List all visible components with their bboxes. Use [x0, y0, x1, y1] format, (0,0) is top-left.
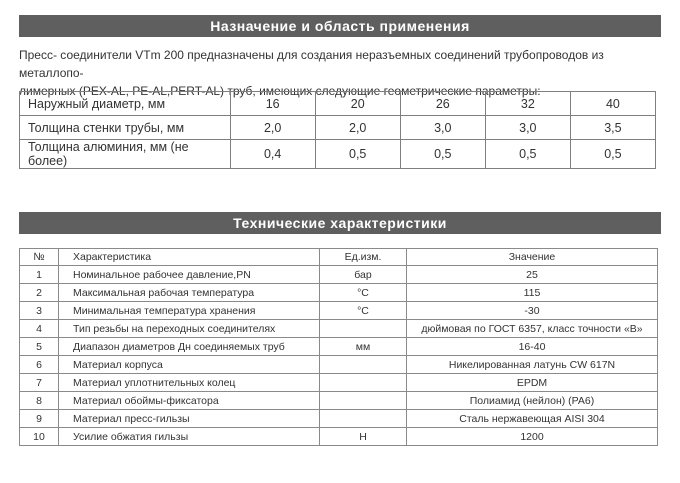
- specs-row: [20, 338, 658, 356]
- geometry-row: [20, 116, 656, 140]
- specs-cell-name: Материал обоймы-фиксатора: [59, 392, 320, 410]
- specs-row: [20, 320, 658, 338]
- specs-cell-name: Усилие обжатия гильзы: [59, 428, 320, 446]
- geometry-row-label: Толщина стенки трубы, мм: [20, 116, 231, 140]
- geometry-cell: 16: [230, 92, 315, 116]
- specs-row: [20, 374, 658, 392]
- geometry-cell: 26: [400, 92, 485, 116]
- intro-line-1: Пресс- соединители VTm 200 предназначены для создания неразъемных соединений трубопроводов из металлопо-: [19, 48, 604, 80]
- specs-cell-unit: °C: [320, 284, 407, 302]
- section-title-purpose: Назначение и область применения: [19, 15, 661, 37]
- specs-cell-value: -30: [407, 302, 658, 320]
- specs-cell-name: Минимальная температура хранения: [59, 302, 320, 320]
- specs-cell-num: 2: [20, 284, 59, 302]
- specs-cell-name: Тип резьбы на переходных соединителях: [59, 320, 320, 338]
- specs-header-row: [20, 249, 658, 266]
- intro-line-2: лимерных (PEX-AL, PE-AL,PERT-AL) труб, имеющих следующие геометрические параметры:: [19, 84, 541, 98]
- specs-cell-name: Номинальное рабочее давление,PN: [59, 266, 320, 284]
- specs-cell-num: 4: [20, 320, 59, 338]
- geometry-row-label: Толщина алюминия, мм (не более): [20, 140, 231, 169]
- geometry-cell: 0,4: [230, 140, 315, 169]
- geometry-cell: 0,5: [400, 140, 485, 169]
- geometry-cell: 40: [570, 92, 655, 116]
- header-unit: Ед.изм.: [320, 249, 407, 266]
- specs-cell-num: 10: [20, 428, 59, 446]
- specs-cell-name: Диапазон диаметров Дн соединяемых труб: [59, 338, 320, 356]
- geometry-cell: 3,0: [485, 116, 570, 140]
- specs-row: [20, 428, 658, 446]
- specs-cell-unit: бар: [320, 266, 407, 284]
- specs-cell-unit: [320, 320, 407, 338]
- specs-cell-unit: °C: [320, 302, 407, 320]
- specs-row: [20, 356, 658, 374]
- geometry-row: [20, 140, 656, 169]
- header-value: Значение: [407, 249, 658, 266]
- specs-cell-value: 1200: [407, 428, 658, 446]
- specs-cell-unit: [320, 356, 407, 374]
- geometry-table: [19, 91, 656, 169]
- geometry-cell: 0,5: [315, 140, 400, 169]
- specs-cell-num: 9: [20, 410, 59, 428]
- specs-cell-name: Материал корпуса: [59, 356, 320, 374]
- specs-cell-unit: Н: [320, 428, 407, 446]
- specs-cell-unit: мм: [320, 338, 407, 356]
- specs-cell-value: Никелированная латунь CW 617N: [407, 356, 658, 374]
- specs-cell-value: 16-40: [407, 338, 658, 356]
- specs-cell-unit: [320, 392, 407, 410]
- specs-row: [20, 392, 658, 410]
- specs-row: [20, 410, 658, 428]
- header-num: №: [20, 249, 59, 266]
- specs-cell-num: 8: [20, 392, 59, 410]
- geometry-cell: 2,0: [315, 116, 400, 140]
- specs-cell-value: дюймовая по ГОСТ 6357, класс точности «B»: [407, 320, 658, 338]
- specs-cell-value: 115: [407, 284, 658, 302]
- specs-row: [20, 302, 658, 320]
- geometry-cell: 3,0: [400, 116, 485, 140]
- header-name: Характеристика: [59, 249, 320, 266]
- specs-cell-value: Сталь нержавеющая AISI 304: [407, 410, 658, 428]
- geometry-cell: 20: [315, 92, 400, 116]
- geometry-cell: 3,5: [570, 116, 655, 140]
- section-title-specs: Технические характеристики: [19, 212, 661, 234]
- specs-cell-num: 5: [20, 338, 59, 356]
- specs-cell-name: Материал уплотнительных колец: [59, 374, 320, 392]
- specs-cell-unit: [320, 374, 407, 392]
- geometry-cell: 32: [485, 92, 570, 116]
- geometry-cell: 0,5: [485, 140, 570, 169]
- specs-table: [19, 248, 658, 446]
- specs-cell-value: Полиамид (нейлон) (PA6): [407, 392, 658, 410]
- specs-row: [20, 284, 658, 302]
- geometry-row: [20, 92, 656, 116]
- specs-cell-num: 6: [20, 356, 59, 374]
- specs-cell-name: Максимальная рабочая температура: [59, 284, 320, 302]
- specs-cell-num: 1: [20, 266, 59, 284]
- geometry-cell: 2,0: [230, 116, 315, 140]
- geometry-cell: 0,5: [570, 140, 655, 169]
- specs-cell-num: 3: [20, 302, 59, 320]
- specs-cell-name: Материал пресс-гильзы: [59, 410, 320, 428]
- specs-cell-value: EPDM: [407, 374, 658, 392]
- specs-cell-unit: [320, 410, 407, 428]
- geometry-row-label: Наружный диаметр, мм: [20, 92, 231, 116]
- specs-row: [20, 266, 658, 284]
- specs-cell-value: 25: [407, 266, 658, 284]
- specs-cell-num: 7: [20, 374, 59, 392]
